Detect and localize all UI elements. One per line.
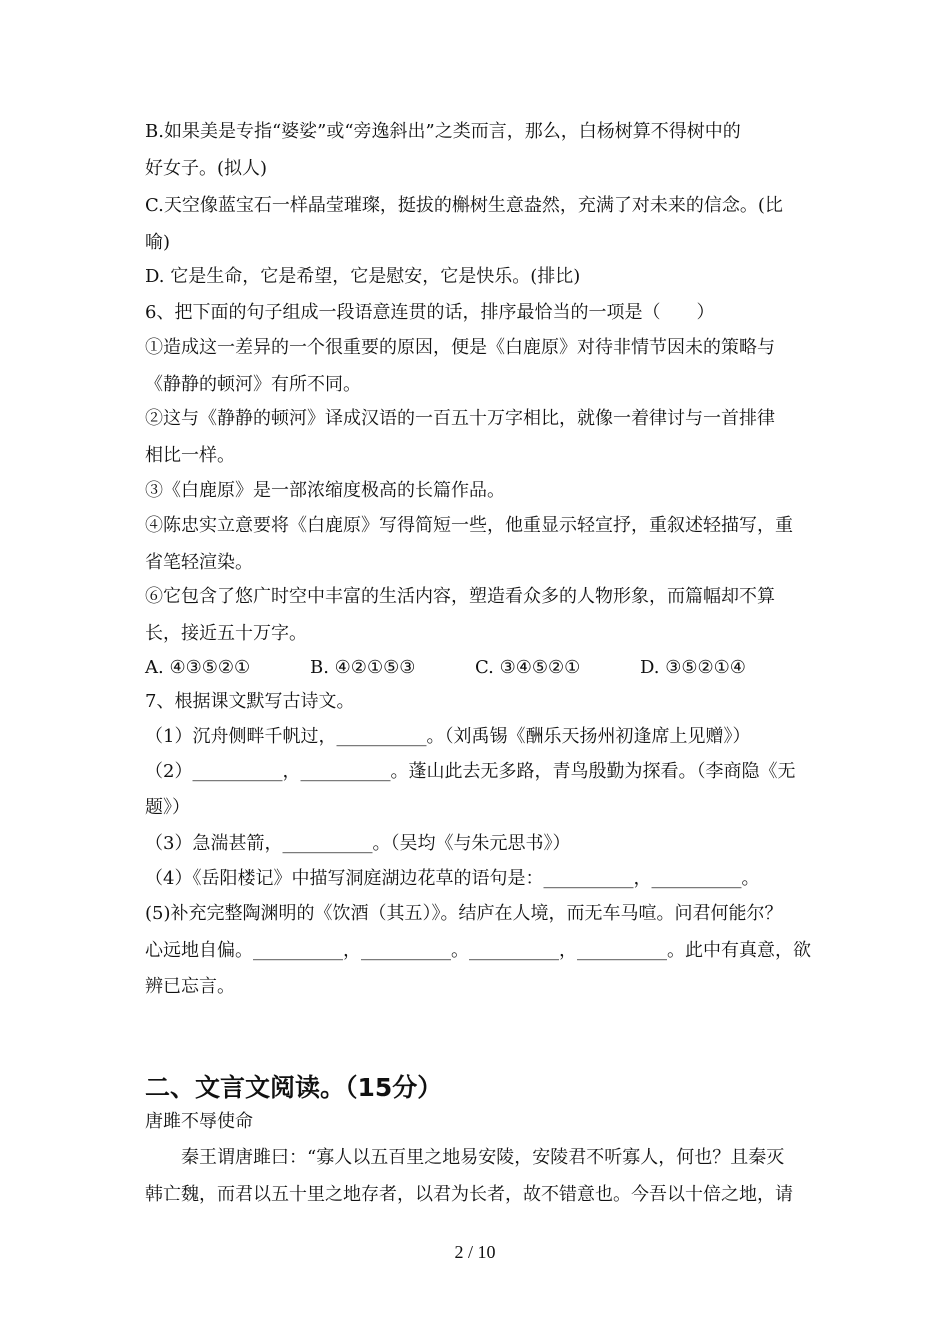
option-c-text: C.天空像蓝宝石一样晶莹璀璨，挺拔的槲树生意盎然，充满了对未来的信念。(比 [145, 195, 783, 216]
sentence-2: ②这与《静静的顿河》译成汉语的一百五十万字相比，就像一着律讨与一首排律 [145, 408, 775, 429]
passage-line-1: 秦王谓唐雎曰：“寡人以五百里之地易安陵，安陵君不听寡人，何也？且秦灭 [145, 1147, 785, 1168]
q7-item-4: （4）《岳阳楼记》中描写洞庭湖边花草的语句是：__________，__________。 [145, 868, 760, 889]
q7-item-5-end: 辨已忘言。 [145, 976, 235, 997]
sentence-4: ④陈忠实立意要将《白鹿原》写得简短一些，他重显示轻宣抒，重叙述轻描写，重 [145, 515, 793, 536]
option-b-text: B.如果美是专指“婆娑”或“旁逸斜出”之类而言，那么，白杨树算不得树中的 [145, 121, 741, 142]
answer-option-a: A. ④③⑤②① [145, 657, 251, 678]
question-7-stem: 7、根据课文默写古诗文。 [145, 691, 355, 712]
sentence-3: ③《白鹿原》是一部浓缩度极高的长篇作品。 [145, 480, 505, 501]
q7-item-5: (5)补充完整陶渊明的《饮酒（其五）》。结庐在人境，而无车马喧。问君何能尔？ [145, 903, 783, 924]
answer-option-b: B. ④②①⑤③ [310, 657, 416, 678]
option-b-text-cont: 好女子。(拟人) [145, 158, 268, 179]
q7-item-2-cont: 题》） [145, 797, 190, 818]
q7-item-5-cont: 心远地自偏。__________，__________。__________，__________。此中有真意，欲 [145, 940, 811, 961]
sentence-4-cont: 省笔轻渲染。 [145, 552, 253, 573]
answer-option-c: C. ③④⑤②① [475, 657, 581, 678]
q7-item-2: （2）__________，__________。蓬山此去无多路，青鸟殷勤为探看。（李商隐《无 [145, 761, 796, 782]
option-d-text: D. 它是生命，它是希望，它是慰安，它是快乐。(排比) [145, 266, 581, 287]
q7-item-1: （1）沉舟侧畔千帆过，__________。（刘禹锡《酬乐天扬州初逢席上见赠》） [145, 726, 751, 747]
sentence-1: ①造成这一差异的一个很重要的原因，便是《白鹿原》对待非情节因未的策略与 [145, 337, 775, 358]
passage-title: 唐雎不辱使命 [145, 1111, 253, 1132]
question-6-stem: 6、把下面的句子组成一段语意连贯的话，排序最恰当的一项是（ ） [145, 302, 715, 323]
answer-options [145, 656, 746, 680]
answer-option-d: D. ③⑤②①④ [640, 657, 746, 678]
passage-line-2: 韩亡魏，而君以五十里之地存者，以君为长者，故不错意也。今吾以十倍之地，请 [145, 1184, 793, 1205]
sentence-6: ⑥它包含了悠广时空中丰富的生活内容，塑造看众多的人物形象，而篇幅却不算 [145, 586, 775, 607]
sentence-6-cont: 长，接近五十万字。 [145, 623, 307, 644]
section-heading: 二、文言文阅读。（15分） [145, 1073, 443, 1102]
sentence-2-cont: 相比一样。 [145, 445, 235, 466]
q7-item-3: （3）急湍甚箭，__________。（吴均《与朱元思书》） [145, 833, 571, 854]
page-number: 2 / 10 [454, 1242, 496, 1262]
option-c-text-cont: 喻) [145, 232, 171, 253]
sentence-1-cont: 《静静的顿河》有所不同。 [145, 374, 361, 395]
